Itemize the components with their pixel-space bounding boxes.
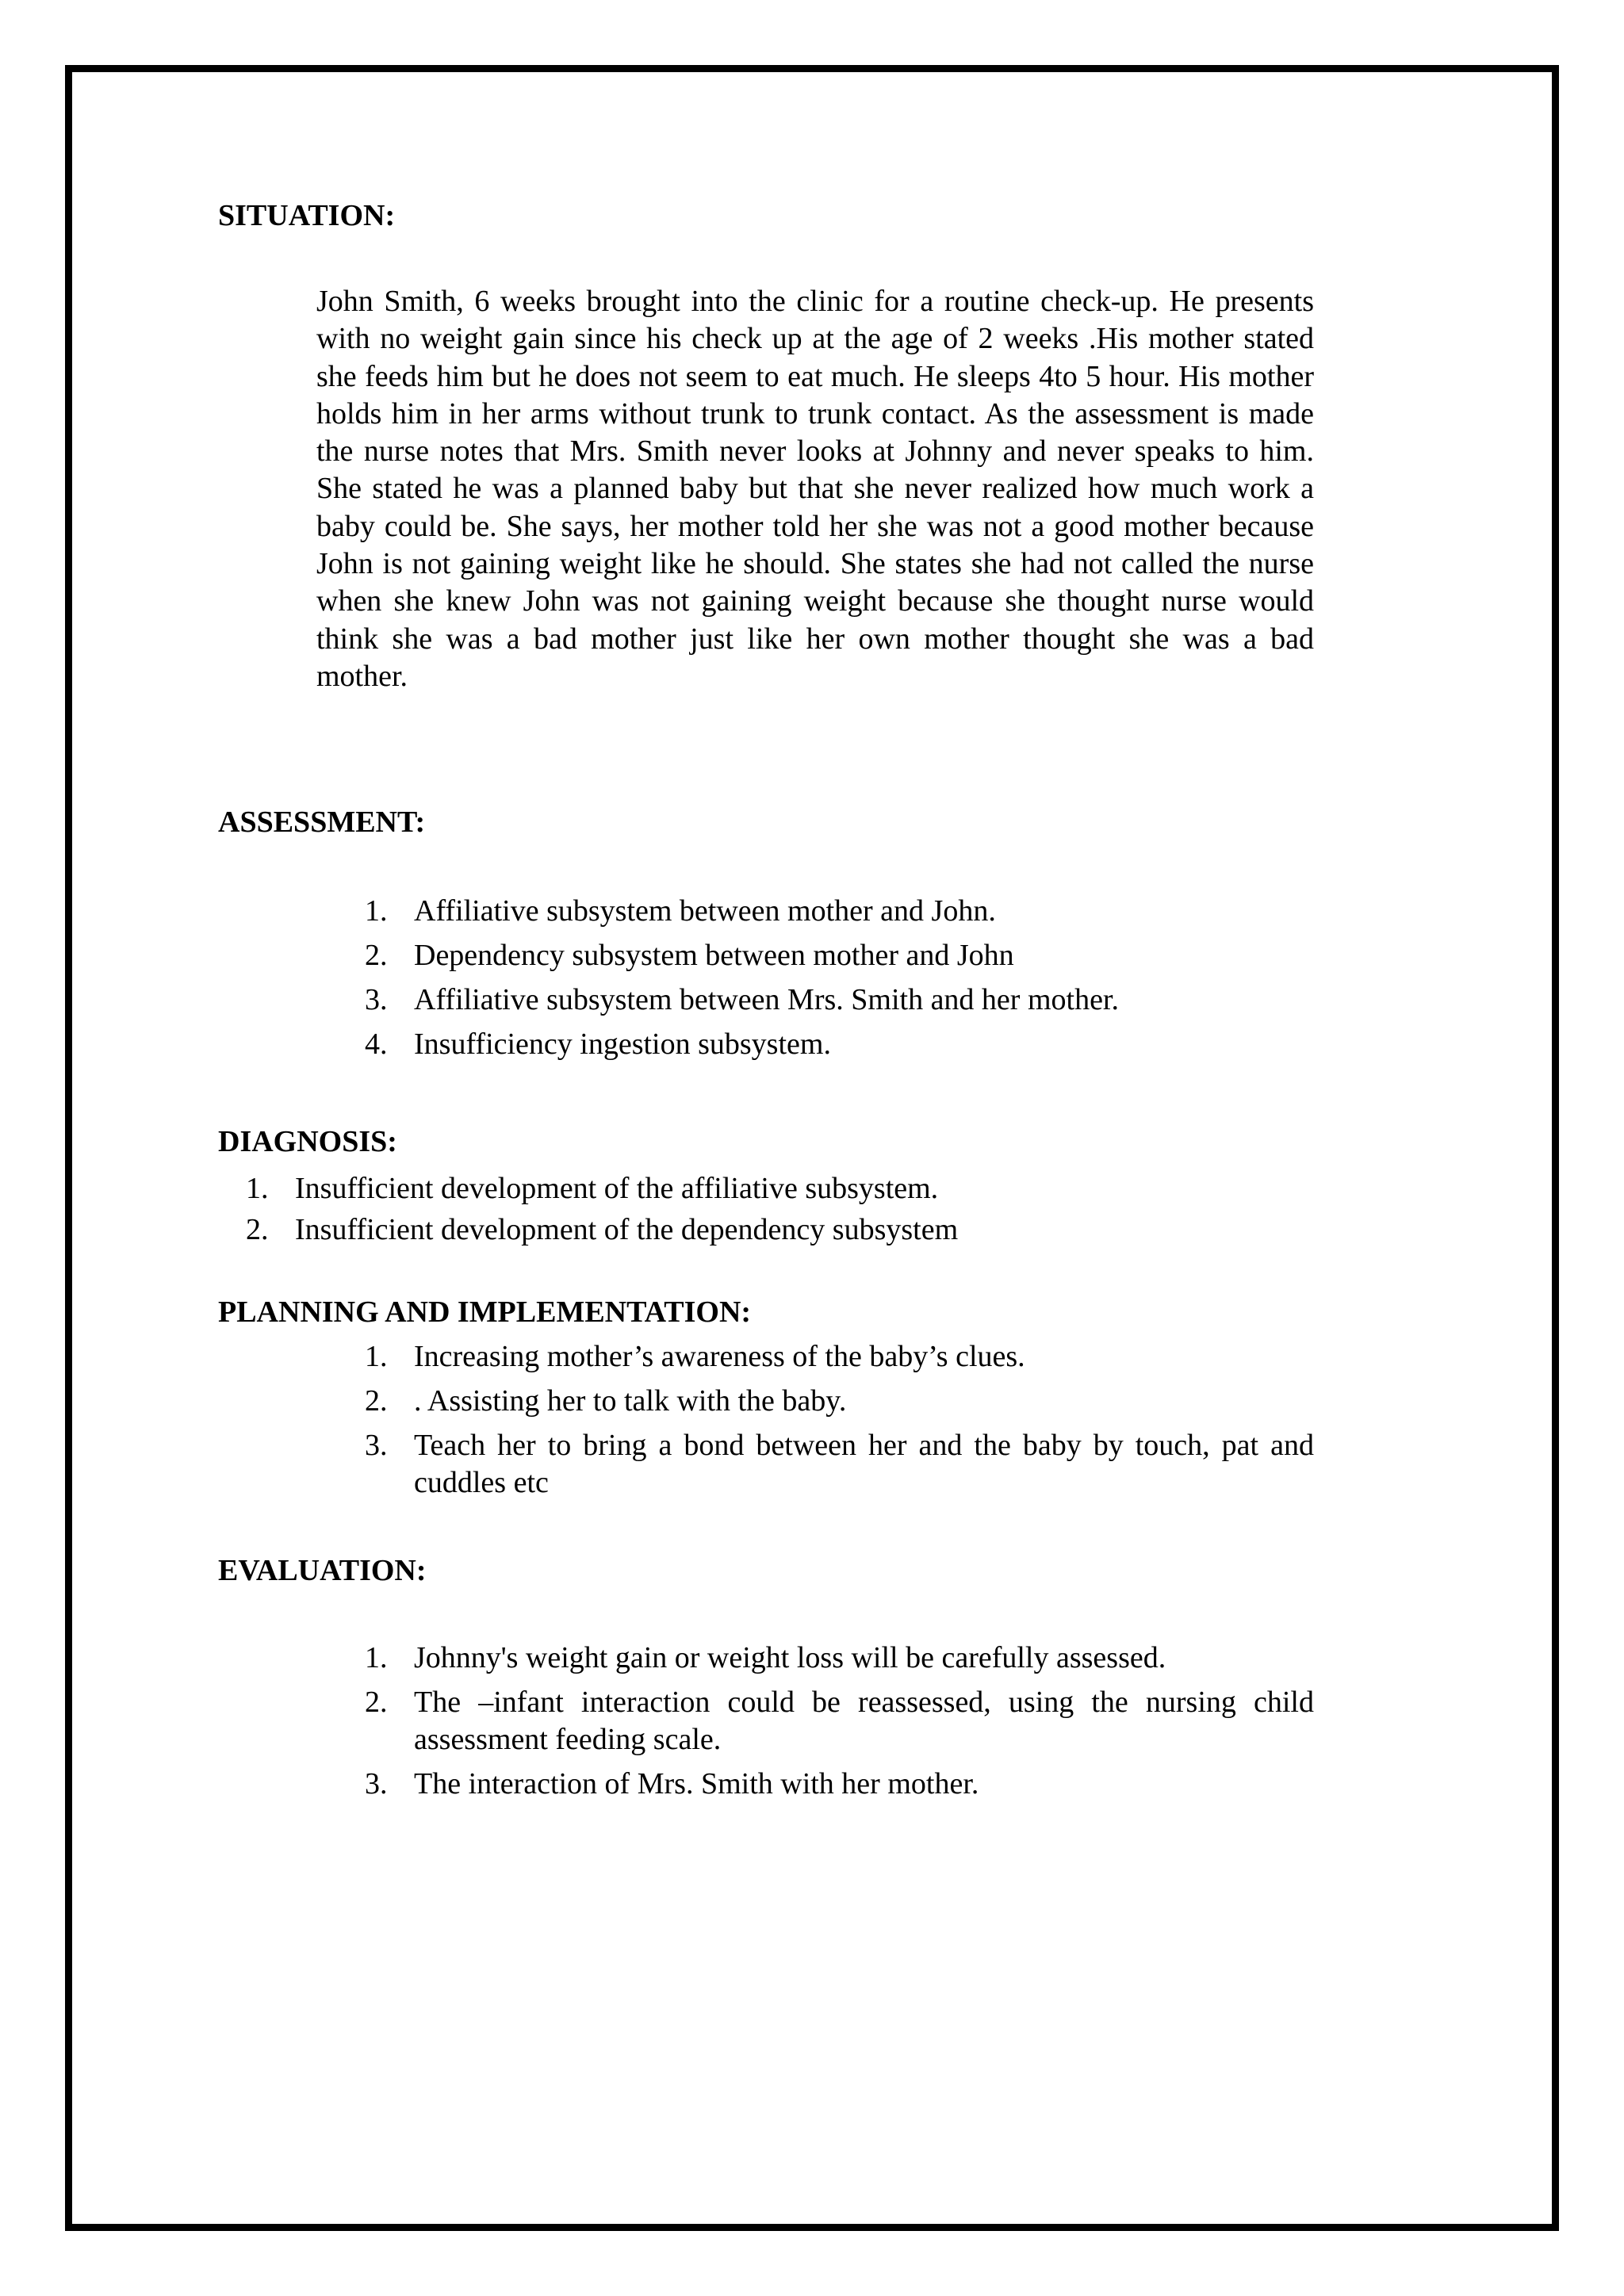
list-item bbox=[246, 1209, 1314, 1250]
list-text: . Assisting her to talk with the baby. bbox=[414, 1384, 847, 1418]
list-text: Increasing mother’s awareness of the baby’s clues. bbox=[414, 1340, 1025, 1373]
list-number: 2. bbox=[365, 939, 388, 972]
list-text: Dependency subsystem between mother and John bbox=[414, 939, 1014, 972]
list-text: Insufficient development of the dependency subsystem bbox=[295, 1213, 959, 1246]
list-number: 3. bbox=[365, 1767, 388, 1800]
list-number: 1. bbox=[365, 1641, 388, 1674]
list-item bbox=[246, 1168, 1314, 1209]
assessment-heading: ASSESSMENT: bbox=[218, 806, 426, 839]
list-number: 4. bbox=[365, 1027, 388, 1061]
list-number: 1. bbox=[365, 894, 388, 928]
list-item bbox=[365, 978, 1314, 1022]
list-text: The –infant interaction could be reassessed, using the nursing child assessment feeding scale. bbox=[414, 1686, 1314, 1756]
list-item bbox=[365, 889, 1314, 933]
list-item bbox=[365, 1022, 1314, 1066]
list-number: 3. bbox=[365, 1429, 388, 1462]
list-text: Johnny's weight gain or weight loss will be carefully assessed. bbox=[414, 1641, 1166, 1674]
planning-list bbox=[365, 1338, 1314, 1509]
list-item bbox=[365, 1684, 1314, 1758]
list-item bbox=[365, 1427, 1314, 1502]
list-number: 3. bbox=[365, 983, 388, 1016]
list-item bbox=[365, 1383, 1314, 1420]
assessment-list bbox=[365, 889, 1314, 1066]
list-item bbox=[365, 933, 1314, 978]
situation-heading: SITUATION: bbox=[218, 199, 396, 232]
list-text: Insufficiency ingestion subsystem. bbox=[414, 1027, 831, 1061]
list-number: 1. bbox=[365, 1340, 388, 1373]
evaluation-list bbox=[365, 1640, 1314, 1810]
list-item bbox=[365, 1338, 1314, 1376]
list-number: 1. bbox=[246, 1172, 269, 1205]
list-text: The interaction of Mrs. Smith with her mother. bbox=[414, 1767, 979, 1800]
list-item bbox=[365, 1640, 1314, 1677]
diagnosis-list bbox=[246, 1168, 1314, 1250]
list-number: 2. bbox=[365, 1686, 388, 1719]
list-text: Insufficient development of the affiliative subsystem. bbox=[295, 1172, 939, 1205]
evaluation-heading: EVALUATION: bbox=[218, 1554, 427, 1587]
list-item bbox=[365, 1766, 1314, 1803]
list-text: Affiliative subsystem between Mrs. Smith and her mother. bbox=[414, 983, 1119, 1016]
list-text: Affiliative subsystem between mother and John. bbox=[414, 894, 996, 928]
list-number: 2. bbox=[365, 1384, 388, 1418]
situation-paragraph: John Smith, 6 weeks brought into the clinic for a routine check-up. He presents with no weight gain since his check up at the age of 2 weeks .His mother stated she feeds him but he does not seem to eat much. He sleeps 4to 5 hour. His mother holds him in her arms without trunk to trunk contact. As the assessment is made the nurse notes that Mrs. Smith never looks at Johnny and never speaks to him. She stated he was a planned baby but that she never realized how much work a baby could be. She says, her mother told her she was not a good mother because John is not gaining weight like he should. She states she had not called the nurse when she knew John was not gaining weight because she thought nurse would think she was a bad mother just like her own mother thought she was a bad mother. bbox=[316, 285, 1314, 693]
list-number: 2. bbox=[246, 1213, 269, 1246]
list-text: Teach her to bring a bond between her and the baby by touch, pat and cuddles etc bbox=[414, 1429, 1314, 1499]
diagnosis-heading: DIAGNOSIS: bbox=[218, 1125, 397, 1158]
planning-heading: PLANNING AND IMPLEMENTATION: bbox=[218, 1295, 752, 1329]
